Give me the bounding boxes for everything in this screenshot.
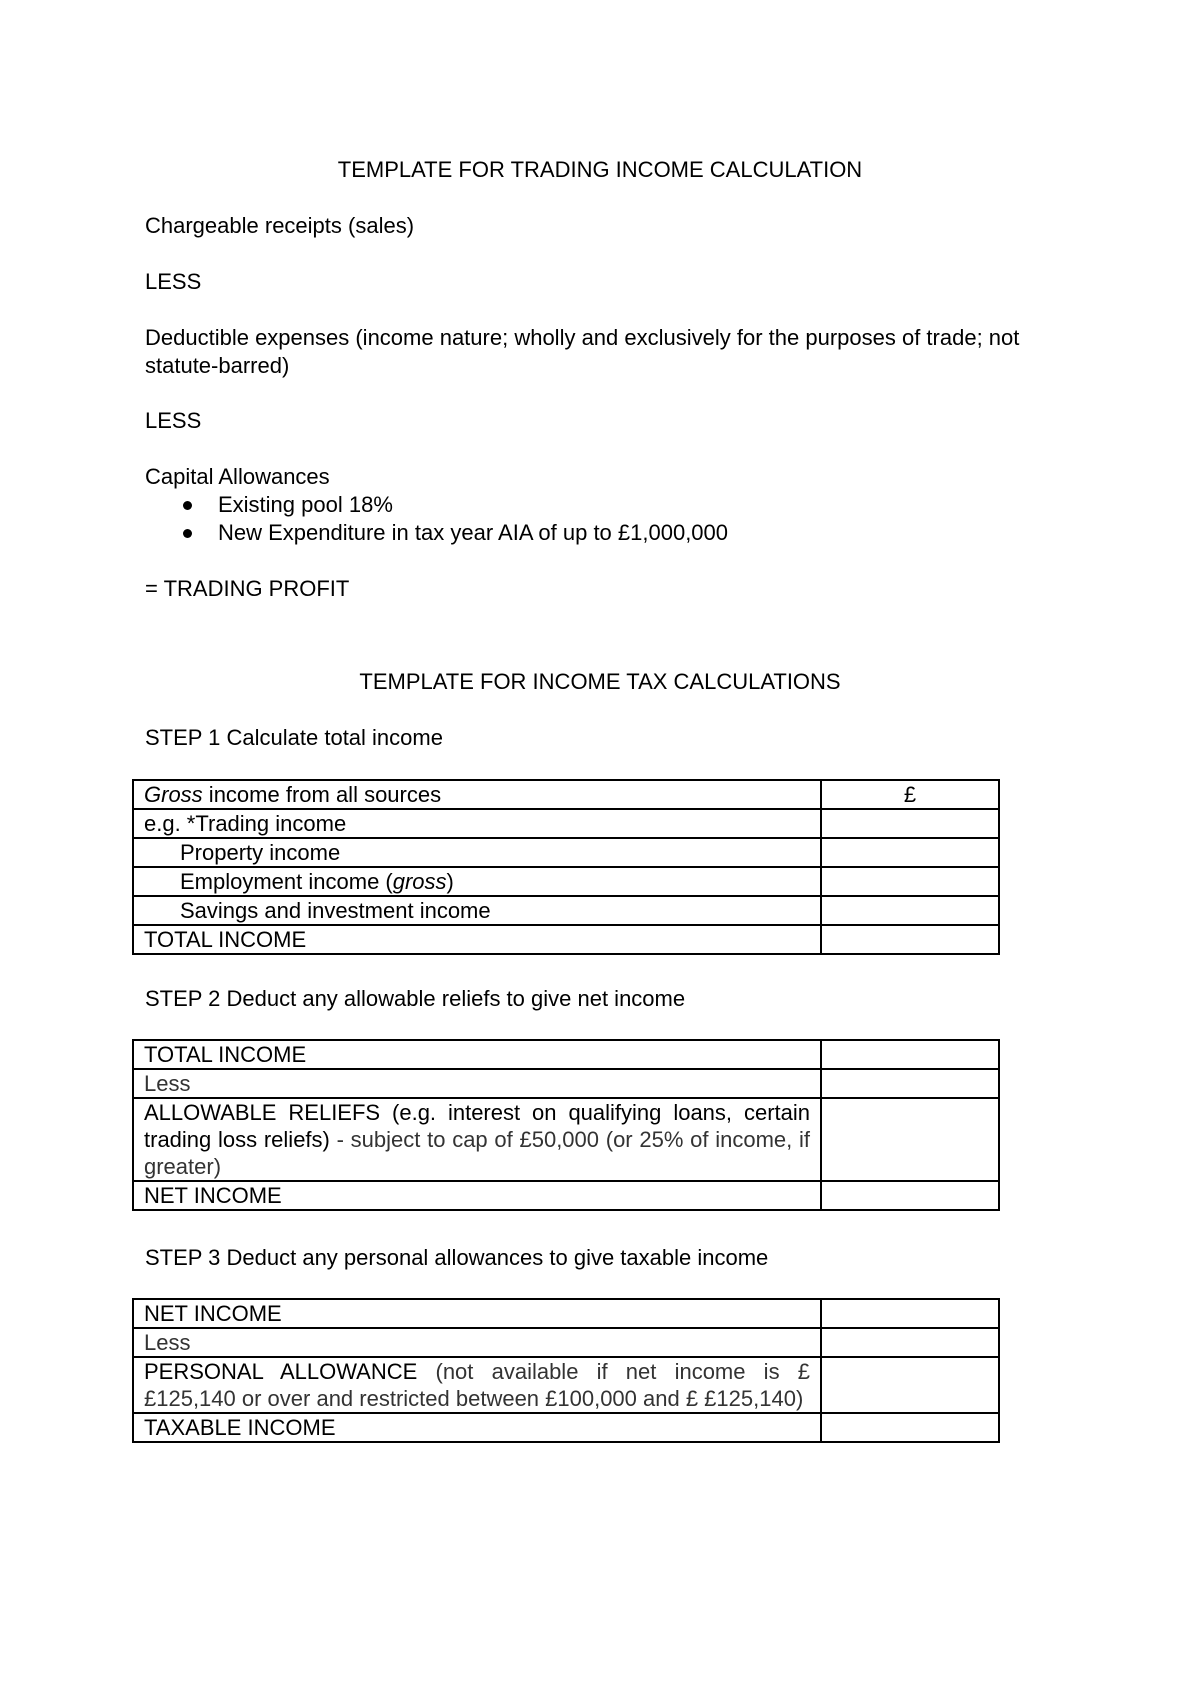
table-cell: TOTAL INCOME bbox=[133, 925, 821, 954]
table-row bbox=[133, 867, 999, 896]
value-cell bbox=[821, 1181, 999, 1210]
currency-cell: £ bbox=[821, 780, 999, 809]
table-cell bbox=[133, 780, 821, 809]
table-cell: Savings and investment income bbox=[133, 896, 821, 925]
reliefs-cap-note: - subject to cap of £50,000 (or 25% of income, if greater) bbox=[144, 1127, 810, 1179]
value-cell bbox=[821, 809, 999, 838]
income-tax-title: TEMPLATE FOR INCOME TAX CALCULATIONS bbox=[359, 669, 841, 694]
value-cell bbox=[821, 1413, 999, 1442]
table-cell: NET INCOME bbox=[133, 1181, 821, 1210]
table-cell: e.g. *Trading income bbox=[133, 809, 821, 838]
table-row bbox=[133, 1357, 999, 1413]
employment-label: Employment income ( bbox=[180, 869, 393, 894]
capital-allowances-list bbox=[145, 491, 728, 547]
step2-heading: STEP 2 Deduct any allowable reliefs to give net income bbox=[145, 986, 686, 1011]
value-cell bbox=[821, 1069, 999, 1098]
table-row bbox=[133, 838, 999, 867]
value-cell bbox=[821, 1357, 999, 1413]
table-row bbox=[133, 1098, 999, 1181]
list-item-text: Existing pool 18% bbox=[218, 492, 393, 517]
personal-allowance-label: PERSONAL ALLOWANCE bbox=[144, 1359, 418, 1384]
gross-italic: gross bbox=[392, 869, 447, 894]
table-row bbox=[133, 1413, 999, 1442]
bullet-icon bbox=[183, 501, 192, 510]
value-cell bbox=[821, 1328, 999, 1357]
table-cell: Less bbox=[133, 1069, 821, 1098]
receipts-line: Chargeable receipts (sales) bbox=[145, 213, 415, 238]
less-line-2: LESS bbox=[145, 408, 202, 433]
table-row bbox=[133, 780, 999, 809]
bullet-icon bbox=[183, 529, 192, 538]
value-cell bbox=[821, 1299, 999, 1328]
less-line-1: LESS bbox=[145, 269, 202, 294]
value-cell bbox=[821, 925, 999, 954]
gross-label: Gross bbox=[144, 782, 203, 807]
table-cell: Property income bbox=[133, 838, 821, 867]
step3-table bbox=[132, 1298, 1000, 1443]
table-row bbox=[133, 1299, 999, 1328]
allowance-note: (not available if net income is £ £125,140 or over and restricted between £100,000 and £ £125,140) bbox=[144, 1359, 810, 1411]
trading-title: TEMPLATE FOR TRADING INCOME CALCULATION bbox=[337, 157, 863, 182]
table-row bbox=[133, 925, 999, 954]
value-cell bbox=[821, 1040, 999, 1069]
table-cell bbox=[133, 867, 821, 896]
value-cell bbox=[821, 867, 999, 896]
step3-heading: STEP 3 Deduct any personal allowances to give taxable income bbox=[145, 1245, 769, 1270]
value-cell bbox=[821, 1098, 999, 1181]
step1-heading: STEP 1 Calculate total income bbox=[145, 725, 443, 750]
value-cell bbox=[821, 896, 999, 925]
step1-table bbox=[132, 779, 1000, 955]
expenses-paragraph: Deductible expenses (income nature; wholly and exclusively for the purposes of trade; not statute-barred) bbox=[145, 325, 1020, 378]
capital-allowances-heading: Capital Allowances bbox=[145, 464, 330, 489]
allowable-reliefs-label: ALLOWABLE RELIEFS (e.g. interest on qualifying loans, certain trading loss reliefs) bbox=[144, 1100, 810, 1152]
table-row bbox=[133, 809, 999, 838]
list-item bbox=[145, 491, 728, 519]
step2-table bbox=[132, 1039, 1000, 1211]
closing-paren: ) bbox=[446, 869, 454, 894]
table-cell bbox=[133, 1098, 821, 1181]
table-row bbox=[133, 896, 999, 925]
table-row bbox=[133, 1328, 999, 1357]
table-cell bbox=[133, 1357, 821, 1413]
table-row bbox=[133, 1040, 999, 1069]
table-cell: Less bbox=[133, 1328, 821, 1357]
value-cell bbox=[821, 838, 999, 867]
list-item bbox=[145, 519, 728, 547]
list-item-text: New Expenditure in tax year AIA of up to £1,000,000 bbox=[218, 520, 729, 545]
table-cell: TOTAL INCOME bbox=[133, 1040, 821, 1069]
income-sources-label: income from all sources bbox=[202, 782, 442, 807]
table-row bbox=[133, 1069, 999, 1098]
table-cell: NET INCOME bbox=[133, 1299, 821, 1328]
table-row bbox=[133, 1181, 999, 1210]
trading-profit-line: = TRADING PROFIT bbox=[145, 576, 350, 601]
table-cell: TAXABLE INCOME bbox=[133, 1413, 821, 1442]
